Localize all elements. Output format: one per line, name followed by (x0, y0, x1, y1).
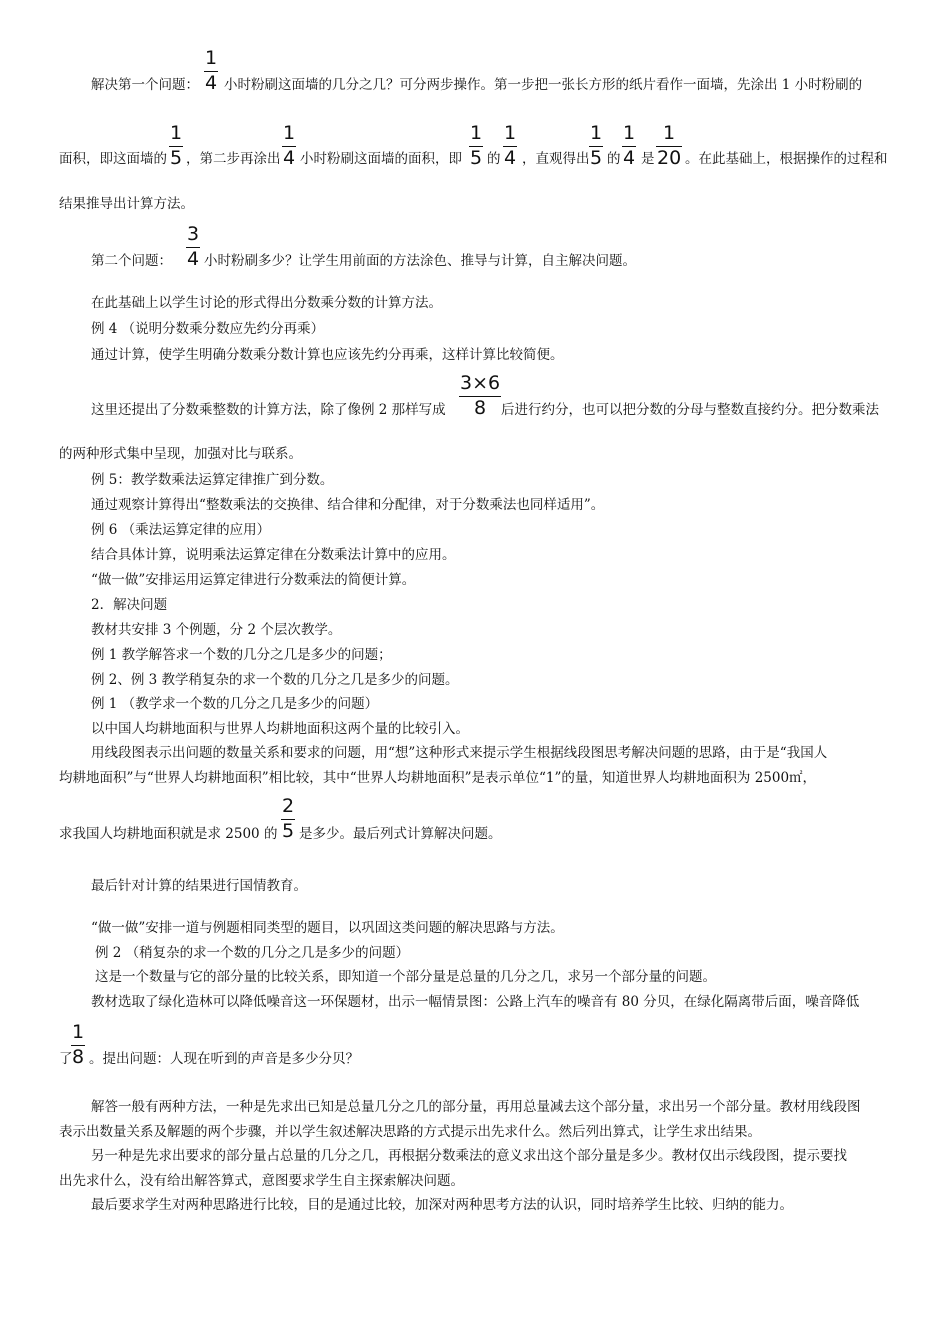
text-line: 是多少。最后列式计算解决问题。 (299, 826, 502, 842)
fraction (169, 124, 183, 168)
text-line: “做一做”安排一道与例题相同类型的题目，以巩固这类问题的解决思路与方法。 (91, 920, 564, 936)
text-line: ，直观得出 (522, 151, 590, 167)
text-line: 表示出数量关系及解题的两个步骤，并以学生叙述解决思路的方式提示出先求什么。然后列出算式，让学生求出结果。 (59, 1124, 761, 1140)
text-line: 最后要求学生对两种思路进行比较，目的是通过比较，加深对两种思考方法的认识，同时培养学生比较、归纳的能力。 (91, 1197, 793, 1213)
text-line: 解答一般有两种方法，一种是先求出已知是总量几分之几的部分量，再用总量减去这个部分量，求出另一个部分量。教材用线段图 (91, 1099, 861, 1115)
fraction (503, 124, 517, 168)
fraction-denominator: 5 (470, 147, 483, 169)
fraction-denominator: 5 (282, 820, 295, 842)
text-line: ，第二步再涂出 (186, 151, 281, 167)
text-line: 例 6 （乘法运算定律的应用） (91, 522, 271, 538)
text-line: 例 1 教学解答求一个数的几分之几是多少的问题； (91, 647, 392, 663)
text-line: 第二个问题： (91, 253, 172, 269)
text-line: 以中国人均耕地面积与世界人均耕地面积这两个量的比较引入。 (91, 721, 469, 737)
text-line: 例 5：教学数乘法运算定律推广到分数。 (91, 472, 334, 488)
text-line: 最后针对计算的结果进行国情教育。 (91, 878, 307, 894)
text-line: 小时粉刷这面墙的面积，即 (300, 151, 462, 167)
text-line: 求我国人均耕地面积就是求 2500 的 (59, 826, 278, 842)
text-line: 结果推导出计算方法。 (59, 196, 194, 212)
text-line: 的 (487, 151, 501, 167)
text-line: 例 2 （稍复杂的求一个数的几分之几是多少的问题） (95, 945, 410, 961)
fraction (204, 49, 218, 93)
text-line: 2．解决问题 (91, 597, 168, 613)
text-line: 用线段图表示出问题的数量关系和要求的问题，用“想”这种形式来提示学生根据线段图思考解决问题的思路，由于是“我国人 (91, 745, 828, 761)
text-line: 例 4 （说明分数乘分数应先约分再乘） (91, 321, 325, 337)
fraction-numerator: 1 (663, 122, 676, 144)
text-line: 例 1 （教学求一个数的几分之几是多少的问题） (91, 696, 379, 712)
fraction-denominator: 4 (623, 147, 636, 169)
fraction-numerator: 1 (504, 122, 517, 144)
text-line: 结合具体计算，说明乘法运算定律在分数乘法计算中的应用。 (91, 547, 456, 563)
text-line: “做一做”安排运用运算定律进行分数乘法的简便计算。 (91, 572, 416, 588)
fraction-numerator: 3×6 (460, 372, 501, 394)
fraction (622, 124, 636, 168)
text-line: 这里还提出了分数乘整数的计算方法，除了像例 2 那样写成 (91, 402, 446, 418)
fraction-denominator: 20 (657, 147, 682, 169)
fraction-numerator: 1 (470, 122, 483, 144)
text-line: 。提出问题：人现在听到的声音是多少分贝？ (89, 1051, 359, 1067)
fraction-denominator: 4 (205, 72, 218, 94)
text-line: 通过观察计算得出“整数乘法的交换律、结合律和分配律，对于分数乘法也同样适用”。 (91, 497, 605, 513)
text-line: 是 (641, 151, 655, 167)
fraction-denominator: 8 (474, 397, 487, 419)
text-line: 小时粉刷多少？让学生用前面的方法涂色、推导与计算，自主解决问题。 (204, 253, 636, 269)
text-line: 通过计算，使学生明确分数乘分数计算也应该先约分再乘，这样计算比较简便。 (91, 347, 564, 363)
fraction-denominator: 4 (283, 147, 296, 169)
text-line: 均耕地面积”与“世界人均耕地面积”相比较，其中“世界人均耕地面积”是表示单位“1”的量，知道世界人均耕地面积为 2500㎡， (59, 770, 817, 786)
text-line: 另一种是先求出要求的部分量占总量的几分之几，再根据分数乘法的意义求出这个部分量是多少。教材仅出示线段图，提示要找 (91, 1148, 847, 1164)
fraction-numerator: 1 (590, 122, 603, 144)
fraction-denominator: 4 (504, 147, 517, 169)
text-line: 教材选取了绿化造林可以降低噪音这一环保题材，出示一幅情景图：公路上汽车的噪音有 80 分贝，在绿化隔离带后面，噪音降低 (91, 994, 860, 1010)
text-line: 这是一个数量与它的部分量的比较关系，即知道一个部分量是总量的几分之几，求另一个部分量的问题。 (95, 969, 716, 985)
fraction (589, 124, 603, 168)
text-line: 面积，即这面墙的 (59, 151, 167, 167)
fraction (71, 1023, 85, 1067)
text-line: 在此基础上以学生讨论的形式得出分数乘分数的计算方法。 (91, 295, 442, 311)
fraction-denominator: 8 (72, 1046, 85, 1068)
fraction-denominator: 5 (590, 147, 603, 169)
fraction-numerator: 1 (72, 1021, 85, 1043)
fraction (469, 124, 483, 168)
text-line: 的 (607, 151, 621, 167)
fraction (656, 124, 682, 168)
text-line: 。在此基础上，根据操作的过程和 (685, 151, 888, 167)
fraction (282, 124, 296, 168)
fraction-numerator: 3 (187, 223, 200, 245)
fraction (459, 374, 501, 418)
text-line: 解决第一个问题： (91, 77, 199, 93)
fraction-denominator: 5 (170, 147, 183, 169)
text-line: 例 2、例 3 教学稍复杂的求一个数的几分之几是多少的问题。 (91, 672, 459, 688)
fraction (186, 225, 200, 269)
text-line: 教材共安排 3 个例题，分 2 个层次教学。 (91, 622, 342, 638)
fraction-numerator: 1 (170, 122, 183, 144)
text-line: 出先求什么，没有给出解答算式，意图要求学生自主探索解决问题。 (59, 1173, 464, 1189)
text-line: 小时粉刷这面墙的几分之几？可分两步操作。第一步把一张长方形的纸片看作一面墙，先涂出 1 小时粉刷的 (224, 77, 863, 93)
text-line: 的两种形式集中呈现，加强对比与联系。 (59, 446, 302, 462)
fraction (281, 797, 295, 841)
text-line: 了 (59, 1051, 73, 1067)
fraction-denominator: 4 (187, 248, 200, 270)
fraction-numerator: 1 (623, 122, 636, 144)
text-line: 后进行约分，也可以把分数的分母与整数直接约分。把分数乘法 (501, 402, 879, 418)
fraction-numerator: 2 (282, 795, 295, 817)
fraction-numerator: 1 (205, 47, 218, 69)
fraction-numerator: 1 (283, 122, 296, 144)
